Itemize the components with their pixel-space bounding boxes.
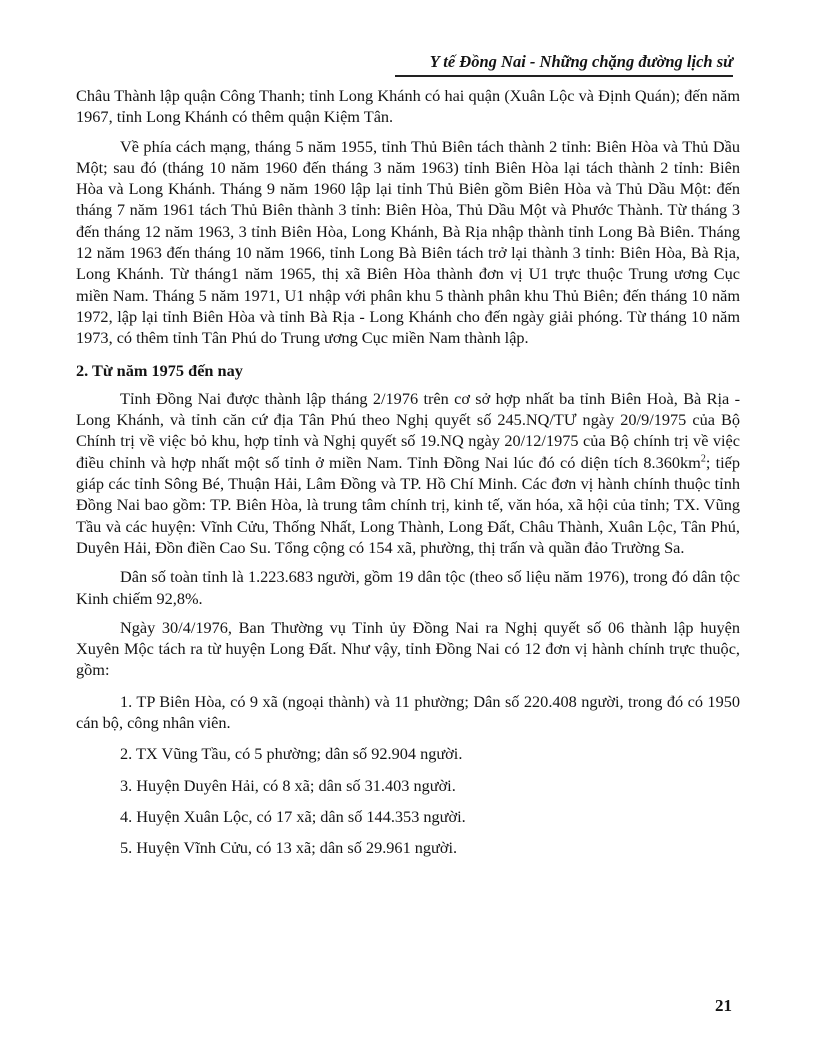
paragraph-continued: Châu Thành lập quận Công Thanh; tỉnh Long Khánh có hai quận (Xuân Lộc và Định Quán); đến năm 1967, tỉnh Long Khánh có thêm quận Kiệm Tân. xyxy=(76,86,740,127)
paragraph-revolution: Về phía cách mạng, tháng 5 năm 1955, tỉnh Thủ Biên tách thành 2 tỉnh: Biên Hòa và Thủ Dầu Một; sau đó (tháng 10 năm 1960 đến tháng 3 năm 1963) tỉnh Biên Hòa lại tách thành 2 tỉnh: Biên Hòa và Long Khánh. Tháng 9 năm 1960 lập lại tỉnh Thủ Biên gồm Biên Hòa và Thủ Dầu Một: đến tháng 7 năm 1961 tách Thủ Biên thành 3 tỉnh: Biên Hòa, Thủ Dầu Một và Phước Thành. Từ tháng 3 đến tháng 12 năm 1963, 3 tỉnh Biên Hòa, Long Khánh, Bà Rịa nhập thành tỉnh Long Bà Biên. Tháng 12 năm 1963 đến tháng 10 năm 1966, tỉnh Long Bà Biên tách trở lại thành 3 tỉnh: Biên Hòa, Bà Rịa, Long Khánh. Từ tháng1 năm 1965, thị xã Biên Hòa thành đơn vị U1 trực thuộc Trung ương Cục miền Nam. Tháng 5 năm 1971, U1 nhập với phân khu 5 thành phân khu Thủ Biên; đến tháng 10 năm 1972, lập lại tỉnh Biên Hòa và tỉnh Bà Rịa - Long Khánh cho đến ngày giải phóng. Từ tháng 10 năm 1973, có thêm tỉnh Tân Phú do Trung ương Cục miền Nam thành lập. xyxy=(76,136,740,348)
header-rule xyxy=(395,75,733,77)
list-item: 3. Huyện Duyên Hải, có 8 xã; dân số 31.403 người. xyxy=(120,775,456,795)
paragraph-founding-text-a: Tỉnh Đồng Nai được thành lập tháng 2/1976 trên cơ sở hợp nhất ba tỉnh Biên Hoà, Bà Rịa - Long Khánh, và tỉnh căn cứ địa Tân Phú theo Nghị quyết số 245.NQ/TƯ ngày 20/9/1975 của Bộ Chính trị về việc bỏ khu, hợp tỉnh và Nghị quyết số 19.NQ ngày 20/12/1975 của Bộ chính trị về việc điều chỉnh và hợp nhất một số tỉnh ở miền Nam. Tỉnh Đồng Nai lúc đó có diện tích 8.360km xyxy=(76,388,740,472)
page-body xyxy=(76,85,740,859)
paragraph-founding-text-b: ; tiếp giáp các tỉnh Sông Bé, Thuận Hải, Lâm Đồng và TP. Hồ Chí Minh. Các đơn vị hành chính thuộc tỉnh Đồng Nai bao gồm: TP. Biên Hòa, là trung tâm chính trị, kinh tế, văn hóa, xã hội của tỉnh; TX. Vũng Tầu và các huyện: Vĩnh Cửu, Thống Nhất, Long Thành, Long Đất, Châu Thành, Xuân Lộc, Tân Phú, Duyên Hải, Đồn điền Cao Su. Tổng cộng có 154 xã, phường, thị trấn và quần đảo Trường Sa. xyxy=(76,452,740,557)
superscript: 2 xyxy=(700,453,706,465)
list-item: 5. Huyện Vĩnh Cửu, có 13 xã; dân số 29.961 người. xyxy=(120,838,458,858)
paragraph-population: Dân số toàn tỉnh là 1.223.683 người, gồm 19 dân tộc (theo số liệu năm 1976), trong đó dân tộc Kinh chiếm 92,8%. xyxy=(76,567,740,608)
section-heading: 2. Từ năm 1975 đến nay xyxy=(76,360,243,380)
list-item: 2. TX Vũng Tầu, có 5 phường; dân số 92.904 người. xyxy=(120,744,463,764)
page-number: 21 xyxy=(715,996,732,1015)
paragraph-founding xyxy=(76,388,740,558)
list-item: 1. TP Biên Hòa, có 9 xã (ngoại thành) và 11 phường; Dân số 220.408 người, trong đó có 1950 cán bộ, công nhân viên. xyxy=(76,691,740,733)
list-item: 4. Huyện Xuân Lộc, có 17 xã; dân số 144.353 người. xyxy=(120,806,466,826)
running-header-title: Y tế Đồng Nai - Những chặng đường lịch sử xyxy=(429,52,733,71)
paragraph-resolution: Ngày 30/4/1976, Ban Thường vụ Tỉnh ủy Đồng Nai ra Nghị quyết số 06 thành lập huyện Xuyên Mộc tách ra từ huyện Long Đất. Như vậy, tỉnh Đồng Nai có 12 đơn vị hành chính trực thuộc, gồm: xyxy=(76,617,740,680)
